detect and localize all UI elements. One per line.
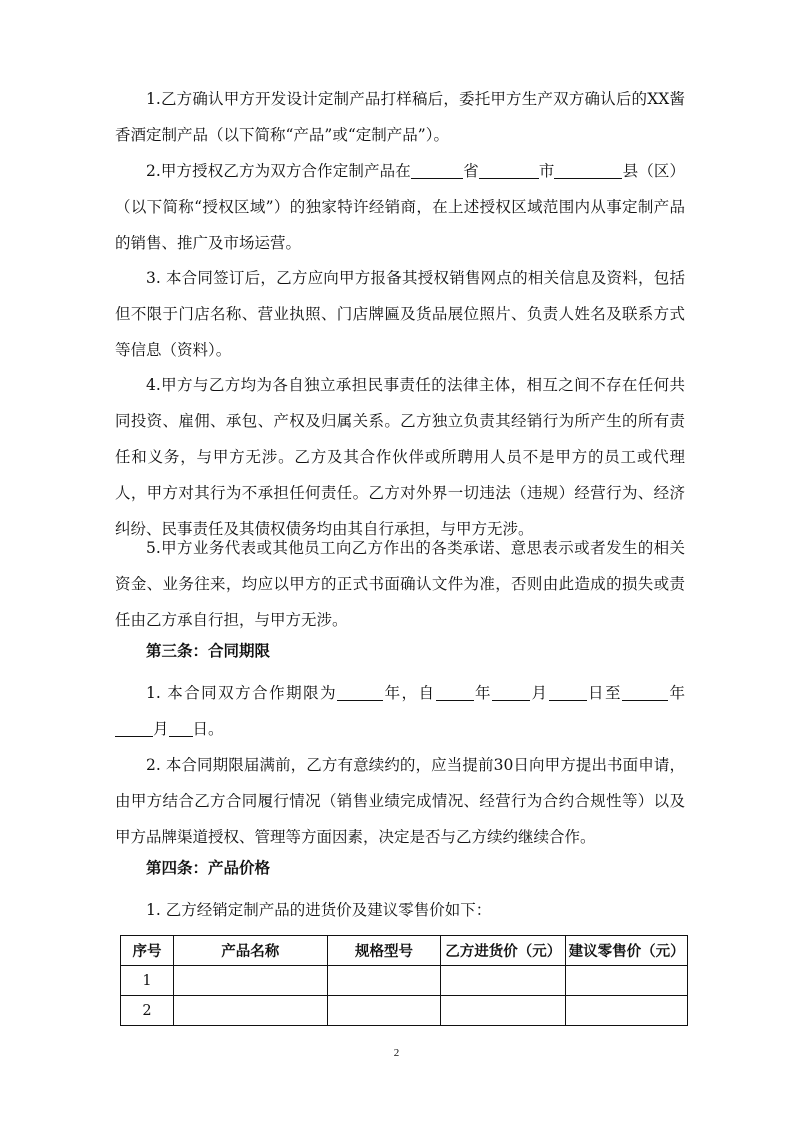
clause-3-item-1-text-f: 年 [667,684,685,702]
row-index: 1 [121,966,174,996]
blank-province[interactable] [411,160,463,179]
clause-4-item-1-text: 1. 乙方经销定制产品的进货价及建议零售价如下： [146,901,492,919]
blank-end-day[interactable] [169,718,193,737]
cell-product-name[interactable] [173,966,327,996]
table-row [121,966,688,996]
price-table [120,935,688,1026]
cell-retail-price[interactable] [566,996,688,1026]
clause-3-item-1-text-g: 月 [153,720,169,738]
section-4-heading: 第四条：产品价格 [146,858,271,877]
clause-3-item-1-text-b: 年，自 [383,684,436,702]
blank-start-year[interactable] [436,682,474,701]
clause-2-item-3 [115,260,685,368]
cell-product-name[interactable] [173,996,327,1026]
cell-spec[interactable] [327,996,441,1026]
price-table-header-row [121,936,688,966]
clause-3-item-1 [115,675,685,747]
header-product-name: 产品名称 [173,936,327,966]
clause-2-item-4 [115,367,685,547]
blank-end-month[interactable] [115,718,153,737]
header-spec: 规格型号 [327,936,441,966]
cell-retail-price[interactable] [566,966,688,996]
clause-2-item-1 [115,81,685,153]
clause-3-item-1-text-c: 年 [473,684,493,702]
clause-2-item-3-text: 3. 本合同签订后，乙方应向甲方报备其授权销售网点的相关信息及资料，包括但不限于门店名称、营业执照、门店牌匾及货品展位照片、负责人姓名及联系方式等信息（资料）。 [115,269,685,359]
clause-2-item-2-text-b: 省 [462,162,479,180]
blank-start-month[interactable] [492,682,530,701]
clause-2-item-5 [115,530,685,638]
table-row [121,996,688,1026]
clause-2-item-4-text: 4.甲方与乙方均为各自独立承担民事责任的法律主体，相互之间不存在任何共同投资、雇佣、承包、产权及归属关系。乙方独立负责其经销行为所产生的所有责任和义务，与甲方无涉。乙方及其合作伙伴或所聘用人员不是甲方的员工或代理人，甲方对其行为不承担任何责任。乙方对外界一切违法（违规）经营行为、经济纠纷、民事责任及其债权债务均由其自行承担，与甲方无涉。 [115,376,685,538]
blank-end-year[interactable] [622,682,668,701]
clause-2-item-5-text: 5.甲方业务代表或其他员工向乙方作出的各类承诺、意思表示或者发生的相关资金、业务往来，均应以甲方的正式书面确认文件为准，否则由此造成的损失或责任由乙方承自行担，与甲方无涉。 [115,539,685,629]
clause-3-item-1-text-e: 日至 [586,684,622,702]
blank-city[interactable] [479,160,539,179]
cell-purchase-price[interactable] [441,996,566,1026]
clause-3-item-1-text-d: 月 [530,684,549,702]
clause-3-item-2-text: 2. 本合同期限届满前，乙方有意续约的，应当提前30日向甲方提出书面申请，由甲方结合乙方合同履行情况（销售业绩完成情况、经营行为合约合规性等）以及甲方品牌渠道授权、管理等方面因素，决定是否与乙方续约继续合作。 [115,756,685,846]
clause-2-item-2-text-a: 2.甲方授权乙方为双方合作定制产品在 [146,162,411,180]
blank-term-years[interactable] [337,682,383,701]
clause-2-item-1-text: 1.乙方确认甲方开发设计定制产品打样稿后，委托甲方生产双方确认后的XX酱香酒定制产品（以下简称“产品”或“定制产品”）。 [115,90,685,144]
header-index: 序号 [121,936,174,966]
cell-purchase-price[interactable] [441,966,566,996]
clause-2-item-2 [115,153,685,261]
clause-3-item-1-text-h: 日。 [192,720,224,738]
blank-start-day[interactable] [549,682,587,701]
section-3-heading: 第三条：合同期限 [146,641,271,660]
cell-spec[interactable] [327,966,441,996]
clause-4-item-1 [115,892,685,928]
clause-2-item-2-text-d: 县（区）（以下简称“授权区域”）的独家特许经销商，在上述授权区域范围内从事定制产品的销售、推广及市场运营。 [115,162,685,252]
page-number: 2 [393,1047,400,1059]
clause-3-item-2 [115,747,685,855]
header-retail-price: 建议零售价（元） [566,936,688,966]
clause-3-item-1-text-a: 1. 本合同双方合作期限为 [146,684,338,702]
header-purchase-price: 乙方进货价（元） [441,936,566,966]
row-index: 2 [121,996,174,1026]
clause-2-item-2-text-c: 市 [538,162,555,180]
blank-county[interactable] [554,160,622,179]
